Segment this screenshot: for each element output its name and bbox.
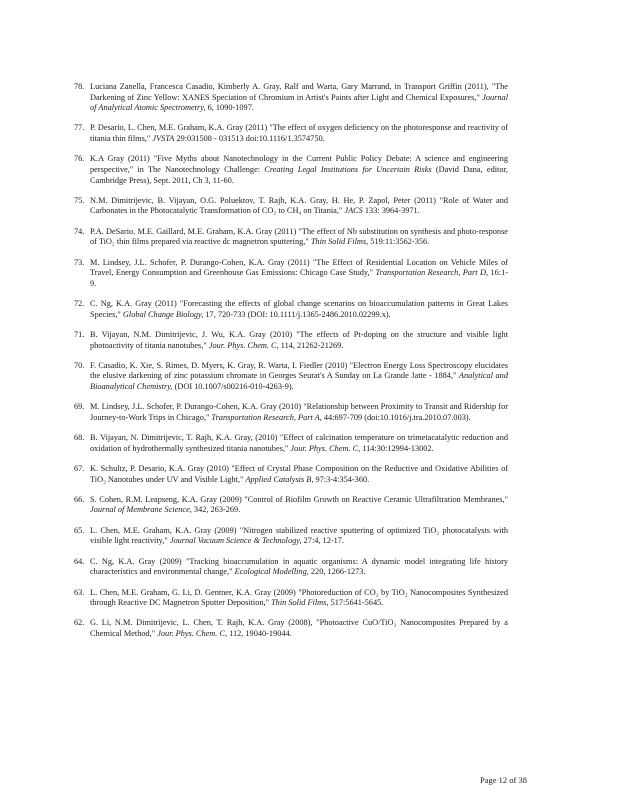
reference-item xyxy=(74,495,508,516)
reference-journal: Journal of Membrane Science, xyxy=(90,505,192,515)
reference-tail: 517:5641-5645. xyxy=(330,598,384,608)
reference-item xyxy=(74,464,508,485)
reference-tail: 114:30:12994-13002. xyxy=(362,443,434,453)
reference-journal: Jour. Phys. Chem. C, xyxy=(208,340,279,350)
reference-tail: 29:031508 - 031513 doi:10.1116/1.3574750. xyxy=(176,134,325,144)
reference-text: F. Casadio, K. Xie, S. Rimes, D. Myers, K. Gray, R. Warta, I. Fiedler (2010) "Electron Energy Loss Spectroscopy elucidates the elusive darkening of zinc potassium chromate in Georges Seurat's A Sunday on La Grande Jatte - 1884," xyxy=(90,360,508,381)
reference-tail: 342, 263-269. xyxy=(193,505,241,515)
reference-journal: Ecological Modelling, xyxy=(234,567,309,577)
reference-text: L. Chen, M.E. Graham, K.A. Gray (2009) "Nitrogen stabilized reactive sputtering of optimized TiO₂ photocatalysts with visible light reactivity," xyxy=(90,525,508,546)
reference-journal: Creating Legal Institutions for Uncertain Risks xyxy=(264,164,432,174)
reference-item xyxy=(74,433,508,454)
reference-journal: Journal Vacuum Science & Technology, xyxy=(169,536,302,546)
reference-number: 62. xyxy=(74,618,85,628)
reference-number: 71. xyxy=(74,329,85,339)
reference-number: 77. xyxy=(74,123,85,133)
reference-tail: 27:4, 12-17. xyxy=(303,536,344,546)
reference-item xyxy=(74,123,508,144)
reference-list xyxy=(74,82,508,649)
reference-number: 65. xyxy=(74,525,85,535)
reference-item xyxy=(74,154,508,186)
reference-item xyxy=(74,526,508,547)
reference-tail: 519:11:3562-356. xyxy=(370,237,430,247)
reference-number: 78. xyxy=(74,82,85,91)
reference-text: C. Ng, K.A. Gray (2009) "Tracking bioaccumulation in aquatic organisms: A dynamic model integrating life history characteristics and environmental change," xyxy=(90,556,508,577)
reference-journal: Thin Solid Films, xyxy=(310,237,369,247)
reference-tail: (David Dana, editor, Cambridge Press), Sept. 2011, Ch 3, 11-60. xyxy=(90,164,508,185)
reference-item xyxy=(74,227,508,248)
reference-tail: 16:1-9. xyxy=(90,268,508,288)
reference-journal: Transportation Research, Part A, xyxy=(211,412,322,422)
reference-journal: Applied Catalysis B, xyxy=(245,474,314,484)
reference-journal: Transportation Research, Part D, xyxy=(375,268,489,278)
reference-item xyxy=(74,82,508,114)
reference-item xyxy=(74,330,508,351)
reference-number: 70. xyxy=(74,360,85,370)
reference-number: 76. xyxy=(74,154,85,164)
reference-tail: 220, 1266-1273. xyxy=(310,567,366,577)
reference-journal: Analytical and Bioanalytical Chemistry, xyxy=(90,371,508,391)
reference-text: G. Li, N.M. Dimitrijevic, L. Chen, T. Rajh, K.A. Gray (2008), "Photoactive CuO/TiO₂ Nanocomposites Prepared by a Chemical Method," xyxy=(90,618,508,638)
reference-text: B. Vijayan, N. Dimitrijevic, T. Rajh, K.A. Gray, (2010) "Effect of calcination temperature on trimetacatalytic reduction and oxidation of hydrothermally synthesized titania nanotubes," xyxy=(90,433,508,453)
reference-text: S. Cohen, R.M. Leapseng, K.A. Gray (2009) "Control of Biofilm Growth on Reactive Ceramic Ultrafiltration Membranes," xyxy=(90,494,508,504)
reference-tail: (DOI 10.1007/s00216-010-4263-9). xyxy=(174,381,294,391)
reference-number: 67. xyxy=(74,464,85,473)
reference-tail: 133: 3964-3971. xyxy=(364,206,420,216)
reference-item xyxy=(74,361,508,393)
page-number: Page 12 of 38 xyxy=(480,775,527,785)
reference-text: P.A. DeSario, M.E. Gaillard, M.E. Graham, K.A. Gray (2011) "The effect of Nb substitution on synthesis and photo-response of TiO₂ thin films prepared via reactive dc magnetron sputtering," xyxy=(90,226,508,247)
reference-text: C. Ng, K.A. Gray (2011) "Forecasting the effects of global change scenarios on bioaccumulation patterns in Great Lakes Species," xyxy=(90,299,508,319)
reference-text: L. Chen, M.E. Graham, G. Li, D. Gentner, K.A. Gray (2009) "Photoreduction of CO₂ by TiO₂ Nanocomposites Synthesized through Reactive DC Magnetron Sputter Deposition," xyxy=(90,587,508,608)
reference-item xyxy=(74,258,508,290)
reference-item xyxy=(74,618,508,639)
reference-journal: Journal of Analytical Atomic Spectrometry, xyxy=(90,92,509,113)
reference-text: Luciana Zanella, Francesca Casadio, Kimberly A. Gray, Ralf and Warta, Gary Marrand, in Transport Griffin (2011), "The Darkening of Zinc Yellow: XANES Speciation of Chromium in Artist's Paints after Light and Chemical Exposures," xyxy=(90,82,508,102)
reference-journal: JACS xyxy=(344,206,363,216)
reference-text: K.A Gray (2011) "Five Myths about Nanotechnology in the Current Public Policy Debate: A science and engineering perspective," in The Nanotechnology Challenge: xyxy=(90,154,508,174)
reference-text: M. Lindsey, J.L. Schofer, P. Durango-Cohen, K.A. Gray (2010) "Relationship between Proximity to Transit and Ridership for Journey-to-Work Trips in Chicago," xyxy=(90,402,508,422)
reference-item xyxy=(74,402,508,423)
reference-number: 68. xyxy=(74,433,85,443)
reference-journal: Thin Solid Films, xyxy=(271,598,329,608)
reference-journal: Global Change Biology, xyxy=(122,309,204,319)
reference-item xyxy=(74,557,508,578)
reference-journal: Jour. Phys. Chem. C, xyxy=(290,443,361,453)
reference-text: K. Schultz, P. Desario, K.A. Gray (2010) "Effect of Crystal Phase Composition on the Reductive and Oxidative Abilities of TiO₂ Nanotubes under UV and Visible Light," xyxy=(90,464,508,484)
reference-number: 66. xyxy=(74,494,85,504)
reference-item xyxy=(74,588,508,609)
reference-tail: 6, 1090-1097. xyxy=(207,103,254,113)
reference-number: 64. xyxy=(74,556,85,566)
reference-number: 73. xyxy=(74,257,85,267)
reference-journal: JVSTA xyxy=(152,134,175,144)
reference-text: P. Desario, L. Chen, M.E. Graham, K.A. Gray (2011) "The effect of oxygen deficiency on the photoresponse and reactivity of titania thin films," xyxy=(90,123,508,144)
reference-number: 75. xyxy=(74,195,85,205)
reference-number: 74. xyxy=(74,226,85,236)
reference-text: M. Lindsey, J.L. Schofer, P. Durango-Cohen, K.A. Gray (2011) "The Effect of Residential Location on Vehicle Miles of Travel, Energy Consumption and Greenhouse Gas Emissions: Chicago Case Study," xyxy=(90,257,508,278)
reference-tail: 112, 19040-19044. xyxy=(229,628,292,638)
reference-number: 72. xyxy=(74,299,85,309)
reference-item xyxy=(74,299,508,320)
reference-number: 69. xyxy=(74,402,85,412)
reference-tail: 97:3-4:354-360. xyxy=(315,474,370,484)
reference-tail: 44:697-709 (doi:10.1016/j.tra.2010.07.003). xyxy=(323,412,471,422)
reference-item xyxy=(74,196,508,217)
reference-journal: Jour. Phys. Chem. C, xyxy=(157,628,228,638)
reference-number: 63. xyxy=(74,587,85,597)
reference-tail: 114, 21262-21269. xyxy=(280,340,344,350)
reference-tail: 17, 720-733 (DOI: 10.1111/j.1365-2486.2010.02299.x). xyxy=(205,309,391,319)
reference-text: N.M. Dimitrijevic, B. Vijayan, O.G. Poluektov, T. Rajh, K.A. Gray, H. He, P. Zapol, Peter (2011) "Role of Water and Carbonates in the Photocatalytic Transformation of CO₂ to CH₄ on Titania," xyxy=(90,195,508,216)
reference-text: B. Vijayan, N.M. Dimitrijevic, J. Wu, K.A. Gray (2010) "The effects of Pt-doping on the structure and visible light photoactivity of titania nanotubes," xyxy=(90,329,508,350)
